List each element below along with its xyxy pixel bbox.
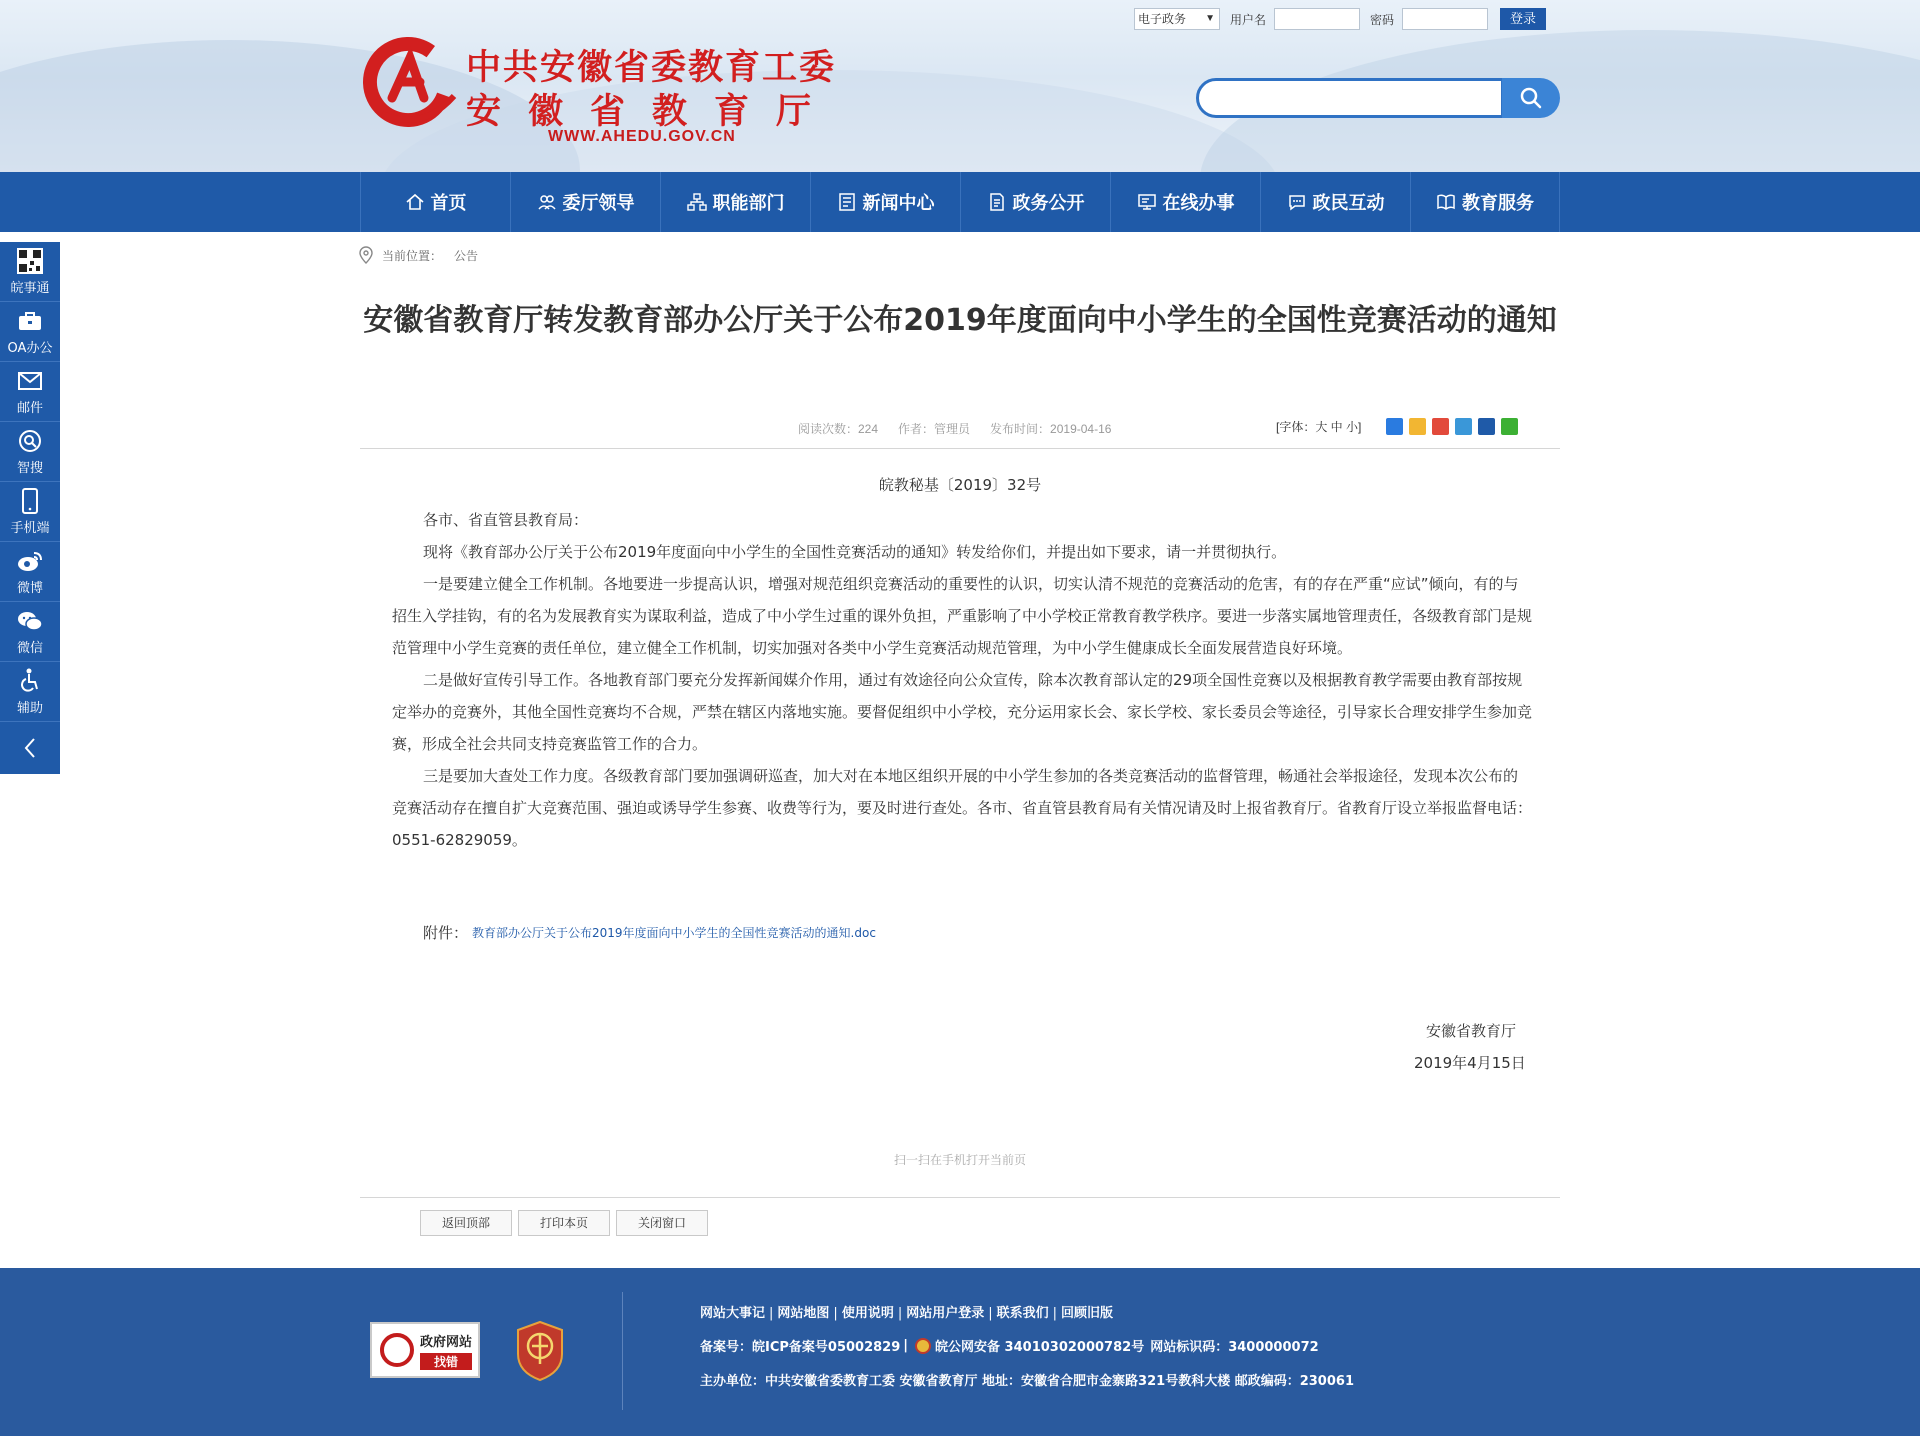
share-more-icon[interactable]	[1386, 418, 1403, 435]
attachment	[423, 922, 876, 943]
attachment-label: 附件：	[423, 924, 469, 942]
footer-divider	[622, 1292, 623, 1410]
sidebar-item-mobile[interactable]	[0, 482, 60, 542]
paragraph: 三是要加大查处工作力度。各级教育部门要加强调研巡查，加大对在本地区组织开展的中小学生参加的各类竞赛活动的监督管理，畅通社会举报途径，发现本次公布的竞赛活动存在擅自扩大竞赛范围、强迫或诱导学生参赛、收费等行为，要及时进行查处。各市、省直管县教育局有关情况请及时上报省教育厅。省教育厅设立举报监督电话：0551-62829059。	[392, 767, 1533, 849]
book-icon	[1436, 192, 1456, 212]
chat-icon	[1287, 192, 1307, 212]
site-footer	[0, 1268, 1920, 1436]
weibo-icon	[17, 550, 43, 572]
gov-site-error-report-badge[interactable]	[370, 1322, 480, 1378]
nav-item-label: 教育服务	[1462, 193, 1534, 214]
footer-link-contact[interactable]: 联系我们	[996, 1306, 1049, 1321]
signature-org: 安徽省教育厅	[1426, 1022, 1517, 1040]
footer-host: 主办单位：中共安徽省委教育工委 安徽省教育厅 地址：安徽省合肥市金寨路321号教科大楼 邮政编码：230061	[700, 1374, 1354, 1389]
nav-item-home[interactable]	[360, 172, 510, 232]
site-name-line2: 安徽省教育厅	[466, 92, 839, 132]
paragraph: 一是要建立健全工作机制。各地要进一步提高认识，增强对规范组织竞赛活动的重要性的认识，切实认清不规范的竞赛活动的危害，有的存在严重“应试”倾向，有的与招生入学挂钩，有的名为发展教育实为谋取利益，造成了中小学生过重的课外负担，严重影响了中小学校正常教育教学秩序。要进一步落实属地管理责任，各级教育部门是规范管理中小学生竞赛的责任单位，建立健全工作机制，切实加强对各类中小学生竞赛活动规范管理，为中小学生健康成长全面发展营造良好环境。	[392, 575, 1533, 657]
close-window-button[interactable]: 关闭窗口	[616, 1210, 708, 1236]
accessibility-icon	[18, 668, 42, 694]
qr-code-icon	[17, 248, 43, 274]
site-header	[0, 0, 1920, 172]
footer-link-instructions[interactable]: 使用说明	[841, 1306, 894, 1321]
sidebar-item-label: 邮件	[16, 401, 43, 416]
font-size-switcher[interactable]: [字体：大 中 小]	[1276, 420, 1362, 434]
nav-item-label: 新闻中心	[862, 193, 935, 214]
login-bar	[1134, 8, 1546, 30]
nav-item-label: 政民互动	[1312, 193, 1385, 214]
system-select-value: 电子政务	[1138, 12, 1187, 26]
signature-date: 2019年4月15日	[1414, 1054, 1526, 1072]
sidebar-item-label: OA办公	[7, 341, 53, 356]
nav-item-online-service[interactable]	[1110, 172, 1260, 232]
share-tencent-icon[interactable]	[1455, 418, 1472, 435]
sidebar-item-wanshitong[interactable]	[0, 242, 60, 302]
username-label: 用户名	[1230, 12, 1267, 27]
magnifier-icon	[380, 1333, 414, 1367]
article-meta	[798, 420, 1111, 437]
smart-search-icon	[18, 429, 42, 453]
party-gov-org-badge-icon[interactable]	[514, 1320, 566, 1382]
paragraph: 各市、省直管县教育局：	[423, 511, 589, 529]
password-label: 密码	[1370, 12, 1395, 27]
chevron-down-icon: ▼	[1205, 13, 1215, 24]
nav-item-education-service[interactable]	[1410, 172, 1560, 232]
nav-item-label: 职能部门	[712, 193, 785, 214]
article-actions	[420, 1210, 708, 1236]
mail-icon	[18, 372, 42, 390]
leaders-icon	[537, 192, 557, 212]
site-code: 网站标识码：3400000072	[1150, 1340, 1319, 1355]
article-title: 安徽省教育厅转发教育部办公厅关于公布2019年度面向中小学生的全国性竞赛活动的通知	[363, 303, 1557, 338]
search-icon	[1519, 86, 1543, 110]
search-input[interactable]	[1196, 78, 1504, 118]
sidebar-item-label: 手机端	[10, 521, 50, 536]
share-weibo-icon[interactable]	[1432, 418, 1449, 435]
author: 作者：管理员	[898, 422, 971, 436]
footer-link-old-version[interactable]: 回顾旧版	[1061, 1306, 1114, 1321]
footer-link-events[interactable]: 网站大事记	[700, 1306, 766, 1321]
view-count: 阅读次数：224	[798, 422, 879, 436]
divider	[360, 448, 1560, 449]
badge-line2: 找错	[420, 1353, 472, 1370]
sidebar-item-label: 微博	[16, 581, 43, 596]
nav-item-leaders[interactable]	[510, 172, 660, 232]
sidebar-item-label: 皖事通	[10, 281, 50, 296]
site-logo[interactable]	[362, 36, 462, 128]
paragraph: 现将《教育部办公厅关于公布2019年度面向中小学生的全国性竞赛活动的通知》转发给你们，并提出如下要求，请一并贯彻执行。	[423, 543, 1287, 561]
sidebar-item-label: 辅助	[16, 701, 43, 716]
print-button[interactable]: 打印本页	[518, 1210, 610, 1236]
sidebar-item-weibo[interactable]	[0, 542, 60, 602]
footer-link-sitemap[interactable]: 网站地图	[777, 1306, 830, 1321]
sidebar-item-smart-search[interactable]	[0, 422, 60, 482]
main-nav	[0, 172, 1920, 232]
publish-date: 发布时间：2019-04-16	[990, 422, 1112, 436]
nav-item-news[interactable]	[810, 172, 960, 232]
share-wechat-icon[interactable]	[1501, 418, 1518, 435]
divider	[360, 1197, 1560, 1198]
news-icon	[837, 192, 857, 212]
monitor-icon	[1137, 192, 1157, 212]
back-to-top-button[interactable]: 返回顶部	[420, 1210, 512, 1236]
floating-sidebar	[0, 242, 60, 774]
chevron-left-icon	[22, 737, 38, 759]
search-button[interactable]	[1502, 78, 1560, 118]
sidebar-collapse-button[interactable]	[0, 722, 60, 774]
location-pin-icon	[358, 246, 374, 264]
sidebar-item-label: 微信	[16, 641, 43, 656]
police-badge-icon	[915, 1338, 931, 1354]
username-input[interactable]	[1274, 8, 1360, 30]
document-number: 皖教秘基〔2019〕32号	[878, 476, 1042, 494]
attachment-link[interactable]: 教育部办公厅关于公布2019年度面向中小学生的全国性竞赛活动的通知.doc	[472, 926, 876, 940]
login-button[interactable]: 登录	[1500, 8, 1546, 30]
sidebar-item-accessibility[interactable]	[0, 662, 60, 722]
icp-number[interactable]: 备案号：皖ICP备案号05002829	[700, 1340, 901, 1355]
password-input[interactable]	[1402, 8, 1488, 30]
org-chart-icon	[687, 192, 707, 212]
nav-item-interaction[interactable]	[1260, 172, 1410, 232]
site-name-line1: 中共安徽省委教育工委	[466, 48, 837, 88]
share-renren-icon[interactable]	[1478, 418, 1495, 435]
breadcrumb-prefix: 当前位置：	[382, 248, 443, 263]
nav-item-label: 政务公开	[1012, 193, 1085, 214]
sidebar-item-oa[interactable]	[0, 302, 60, 362]
nav-item-gov-affairs[interactable]	[960, 172, 1110, 232]
paragraph: 二是做好宣传引导工作。各地教育部门要充分发挥新闻媒介作用，通过有效途径向公众宣传，除本次教育部认定的29项全国性竞赛以及根据教育教学需要由教育部按规定举办的竞赛外，其他全国性竞赛均不合规，严禁在辖区内落地实施。要督促组织中小学校，充分运用家长会、家长学校、家长委员会等途径，引导家长合理安排学生参加竞赛，形成全社会共同支持竞赛监管工作的合力。	[392, 671, 1533, 753]
home-icon	[405, 192, 425, 212]
document-icon	[987, 192, 1007, 212]
police-record[interactable]: 皖公网安备 34010302000782号	[935, 1340, 1145, 1355]
sidebar-item-wechat[interactable]	[0, 602, 60, 662]
footer-links: 网站大事记 | 网站地图 | 使用说明 | 网站用户登录 | 联系我们 | 回顾旧版	[700, 1306, 1114, 1321]
wechat-icon	[17, 610, 43, 632]
share-qzone-icon[interactable]	[1409, 418, 1426, 435]
briefcase-icon	[18, 310, 42, 332]
share-bar	[1386, 418, 1518, 435]
system-select[interactable]	[1134, 8, 1220, 30]
sidebar-item-mail[interactable]	[0, 362, 60, 422]
footer-registration: 备案号：皖ICP备案号05002829 | 皖公网安备 34010302000782号 网站标识码：3400000072	[700, 1338, 1319, 1355]
breadcrumb-current[interactable]: 公告	[454, 248, 479, 263]
nav-item-label: 在线办事	[1162, 193, 1235, 214]
badge-line1: 政府网站	[420, 1334, 473, 1350]
qr-tip: 扫一扫在手机打开当前页	[893, 1153, 1026, 1167]
mobile-icon	[22, 488, 38, 514]
nav-item-label: 首页	[430, 193, 467, 214]
nav-item-label: 委厅领导	[562, 193, 635, 214]
site-url: WWW.AHEDU.GOV.CN	[548, 128, 736, 145]
sidebar-item-label: 智搜	[16, 461, 43, 476]
footer-link-user-login[interactable]: 网站用户登录	[906, 1306, 985, 1321]
breadcrumb	[358, 246, 478, 264]
nav-item-departments[interactable]	[660, 172, 810, 232]
article-body	[392, 504, 1532, 856]
